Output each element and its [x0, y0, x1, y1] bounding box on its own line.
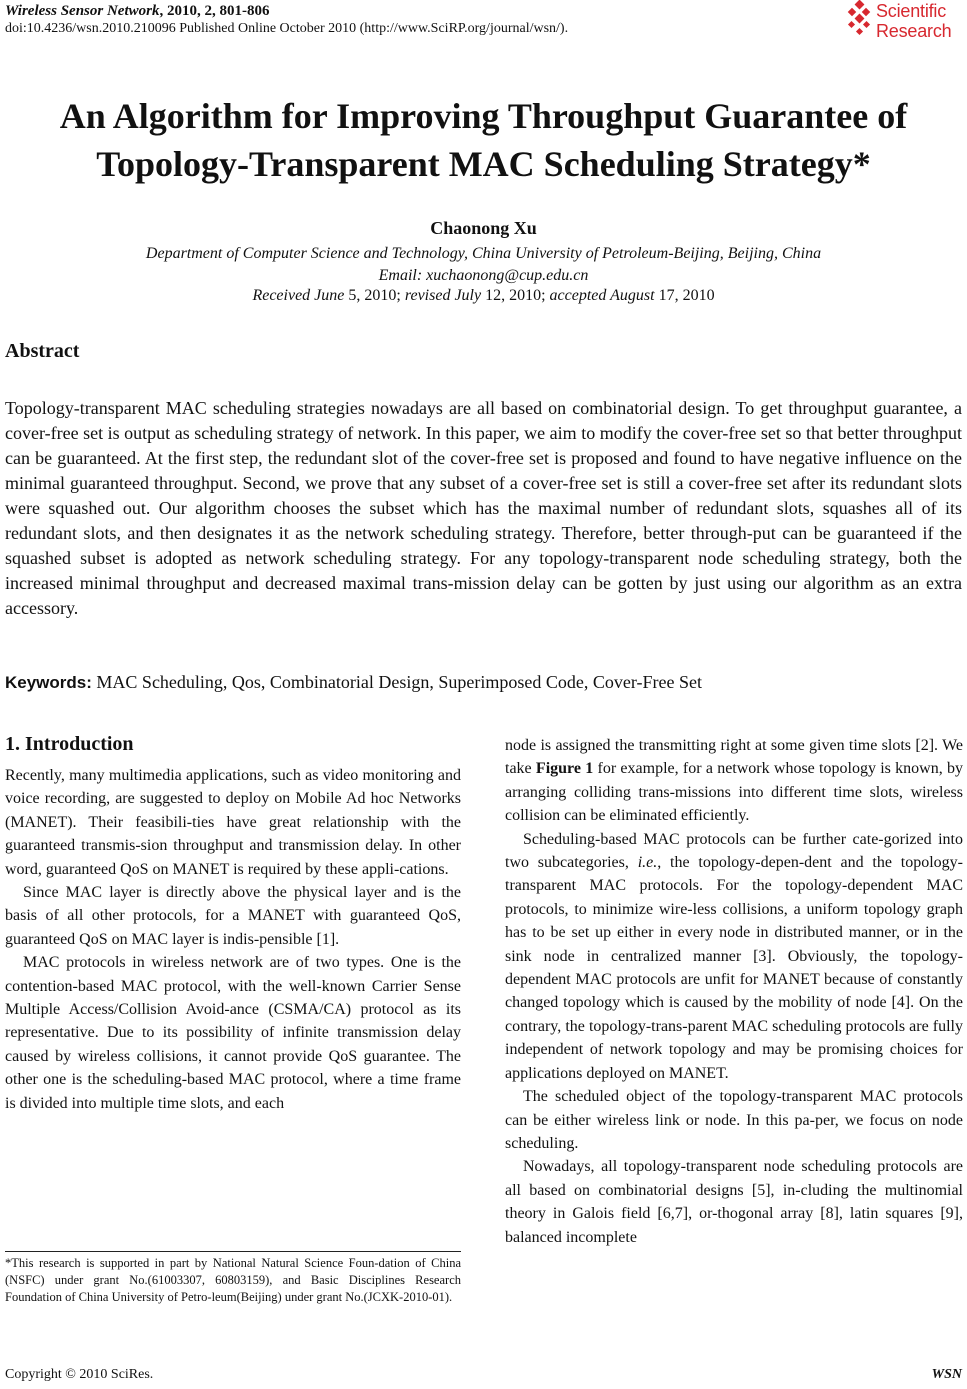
accepted-label: accepted August	[549, 287, 655, 304]
keywords-text: MAC Scheduling, Qos, Combinatorial Design, Superimposed Code, Cover-Free Set	[91, 672, 702, 692]
title-line-1: An Algorithm for Improving Throughput Guarantee of	[59, 96, 908, 136]
accepted-date: 17, 2010	[654, 287, 715, 304]
journal-header	[5, 2, 269, 21]
journal-name: Wireless Sensor Network	[5, 3, 160, 19]
email-label: Email	[378, 267, 417, 284]
abstract-text: Topology-transparent MAC scheduling strategies nowadays are all based on combinatorial design. To get throughput guarantee, a cover-free set is output as scheduling strategy of network. In this paper, we aim to modify the cover-free set so that better throughput can be guaranteed. At the first step, the redundant slot of the cover-free set is proposed and found to have negative influence on the minimal guaranteed throughput. Second, we prove that any subset of a cover-free set is still a cover-free set after its redundant slots were squashed out. Our algorithm chooses the subset which has the maximal number of redundant slots, squashes all of its redundant slots, and then designates it as the network scheduling strategy. Therefore, better through-put can be guaranteed if the squashed subset is adopted as network scheduling strategy. For any topology-transparent node scheduling strategy, both the increased minimal throughput and decreased maximal trans-mission delay can be gotten by just using our algorithm as an extra accessory.	[5, 398, 962, 618]
journal-issue: , 2010, 2, 801-806	[159, 3, 270, 19]
paragraph	[505, 734, 963, 828]
logo-line-1: Scientific	[876, 1, 947, 21]
paragraph: The scheduled object of the topology-transparent MAC protocols can be either wireless link or node. In this pa-per, we focus on node scheduling.	[505, 1088, 963, 1152]
received-date: 5, 2010;	[344, 287, 405, 304]
paragraph: MAC protocols in wireless network are of two types. One is the contention-based MAC protocol, with the well-known Carrier Sense Multiple Access/Collision Avoid-ance (CSMA/CA) protocol as its representative. Due to its possibility of infinite transmission delay caused by wireless collisions, it cannot provide QoS guarantee. The other one is the scheduling-based MAC protocol, where a time frame is divided into multiple time slots, and each	[5, 954, 461, 1112]
footnote: *This research is supported in part by National Natural Science Foun-dation of China (NSFC) under grant No.(61003307, 60803159), and Basic Disciplines Research Foundation of China University of Petro-leum(Beijing) under grant No.(JCXK-2010-01).	[5, 1256, 461, 1304]
affiliation-block	[0, 243, 967, 287]
paragraph	[505, 828, 963, 1085]
author: Chaonong Xu	[430, 218, 537, 238]
received-dates	[0, 287, 967, 305]
paper-title	[0, 92, 967, 188]
paragraph-text: for example, for a network whose topology is known, by arranging colliding trans-missions into different time slots, wireless collision can be eliminated efficiently.	[505, 760, 963, 825]
paragraph: Since MAC layer is directly above the physical layer and is the basis of all other protocols, for a MANET with guaranteed QoS, guaranteed QoS on MAC layer is indis-pensible [1].	[5, 884, 461, 948]
right-column	[505, 734, 963, 1249]
figure-reference[interactable]: Figure 1	[535, 760, 594, 778]
revised-date: 12, 2010;	[481, 287, 550, 304]
abstract-heading: Abstract	[5, 340, 80, 362]
logo-text	[876, 1, 951, 41]
received-label: Received June	[252, 287, 345, 304]
paragraph-text: node is assigned the transmitting right at some given time slots [2]. We take	[505, 737, 963, 778]
publisher-logo	[846, 0, 964, 44]
paragraph-text: Scheduling-based MAC protocols can be further cate-gorized into two subcategories,	[505, 830, 963, 872]
doi-line: doi:10.4236/wsn.2010.210096 Published Online October 2010 (http://www.SciRP.org/journal/wsn/).	[5, 21, 569, 36]
section-heading-introduction: 1. Introduction	[5, 733, 134, 755]
ie-abbrev: i.e.	[637, 854, 658, 872]
copyright: Copyright © 2010 SciRes.	[5, 1367, 154, 1382]
paragraph: Nowadays, all topology-transparent node scheduling protocols are all based on combinatorial designs [5], in-cluding the multinomial theory in Galois field [6,7], or-thogonal array [8], latin squares [9], balanced incomplete	[505, 1158, 963, 1246]
footnote-divider	[5, 1251, 461, 1252]
title-line-2: Topology-Transparent MAC Scheduling Strategy*	[96, 144, 871, 184]
journal-abbreviation: WSN	[931, 1367, 962, 1382]
email-line	[0, 265, 967, 287]
keywords-label: Keywords:	[5, 673, 92, 692]
paragraph: Recently, many multimedia applications, such as video monitoring and voice recording, are suggested to deploy on Mobile Ad hoc Networks (MANET). Their feasibili-ties have great relationship with the guaranteed transmis-sion throughput and transmission delay. In other word, guaranteed QoS on MANET is required by these appli-cations.	[5, 767, 461, 878]
keywords	[5, 672, 962, 693]
logo-line-2: Research	[876, 21, 952, 41]
affiliation: Department of Computer Science and Technology, China University of Petroleum-Beijing, Beijing, China	[145, 245, 822, 262]
logo-diamonds-icon	[846, 0, 874, 40]
paragraph-text: , the topology-depen-dent and the topology-transparent MAC protocols. For the topology-dependent MAC protocols, to minimize wire-less collisions, a uniform topology graph has to be set up either in every node in distributed manner, or in the sink node in centralized manner [3]. Obviously, the topology-dependent MAC protocols are unfit for MANET because of constantly changed topology which is caused by the mobility of node [4]. On the contrary, the topology-trans-parent MAC scheduling protocols are fully independent of network topology and may be promising choices for applications deployed on MANET.	[505, 854, 964, 1082]
revised-label: revised July	[404, 287, 482, 304]
left-column	[5, 764, 461, 1115]
email[interactable]: : xuchaonong@cup.edu.cn	[416, 267, 589, 284]
